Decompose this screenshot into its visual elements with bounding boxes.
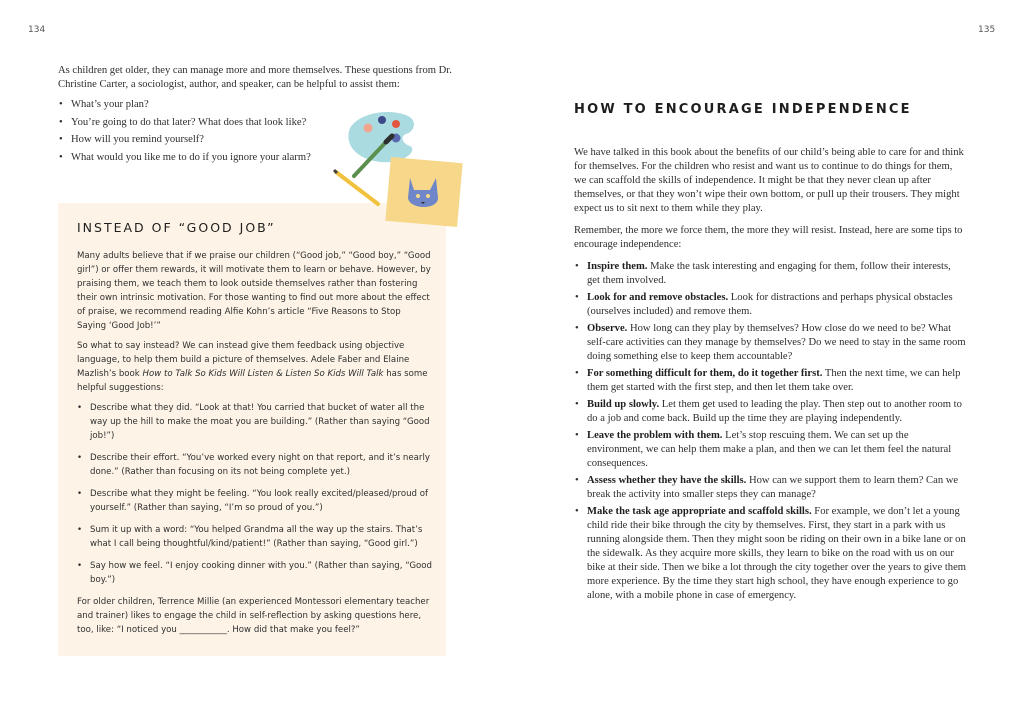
tip-text: Let’s stop rescuing them. We can set up the environment, we can help them make a plan, and then we can let them feel the natural consequences. bbox=[587, 430, 952, 469]
body-paragraph: Remember, the more we force them, the more they will resist. Instead, here are some tips to encourage independence: bbox=[574, 225, 963, 250]
sidebar-text: has some helpful suggestions: bbox=[77, 369, 428, 393]
tip-item bbox=[574, 367, 966, 395]
sidebar-paragraph bbox=[77, 339, 432, 395]
suggestion-item bbox=[77, 559, 432, 587]
suggestion-text: • Sum it up with a word: “You helped Grandma all the way up the stairs. That’s what I call being thoughtful/kind/patient!” (Rather than saying, “Good girl.”) bbox=[90, 525, 423, 549]
sidebar-paragraph: For older children, Terrence Millie (an experienced Montessori elementary teacher and trainer) likes to engage the child in self-reflection by asking questions here, too, like: “I noticed you ___________. How did that make you feel?” bbox=[77, 597, 430, 635]
book-title: How to Talk So Kids Will Listen & Listen So Kids Will Talk bbox=[142, 369, 384, 379]
tip-lead: Leave the problem with them. bbox=[587, 430, 723, 441]
tip-item bbox=[574, 474, 966, 502]
tips-list bbox=[574, 260, 966, 603]
tip-text: How can we support them to learn them? Can we break the activity into smaller steps they can manage? bbox=[587, 475, 959, 500]
tip-item bbox=[574, 398, 966, 426]
art-supplies-illustration bbox=[330, 108, 464, 230]
tip-text: How long can they play by themselves? How close do we need to be? What self-care activities can they manage by themselves? Do we need to stay in the same room doing something else to keep them accountable? bbox=[587, 323, 966, 362]
suggestion-item bbox=[77, 451, 432, 479]
tip-text: Make the task interesting and engaging for them, follow their interests, get them involved. bbox=[587, 261, 951, 286]
section-heading: HOW TO ENCOURAGE INDEPENDENCE bbox=[574, 102, 912, 117]
tip-text: Let them get used to leading the play. Then step out to another room to do a job and come back. Build up the time they are playing independently. bbox=[587, 399, 962, 424]
tip-lead: Observe. bbox=[587, 323, 628, 334]
page-number-right: 135 bbox=[978, 25, 996, 35]
tip-lead: For something difficult for them, do it together first. bbox=[587, 368, 823, 379]
tip-item bbox=[574, 291, 966, 319]
tip-lead: Look for and remove obstacles. bbox=[587, 292, 729, 303]
page-number-left: 134 bbox=[28, 25, 46, 35]
instead-of-good-job-sidebar bbox=[58, 203, 446, 656]
sidebar-text: So what to say instead? We can instead give them feedback using objective language, to help them build a picture of themselves. Adele Faber and Elaine Mazlish’s book bbox=[77, 341, 410, 379]
question-item: • How will you remind yourself? bbox=[58, 133, 453, 147]
right-body bbox=[574, 146, 966, 606]
question-item: • You’re going to do that later? What does that look like? bbox=[58, 116, 453, 130]
tip-text: For example, we don’t let a young child ride their bike through the city by themselves. First, they start in a park with us running alongside them. Then they might soon be riding on their own in a bike lane or on the sidewalk. As they acquire more skills, they learn to bike on the road with us on our bike at their side. Then we bike a lot through the city together over the years to give them more experience. By the time they start high school, they have enough experience to go alone, with a mobile phone in case of emergency. bbox=[587, 506, 967, 601]
tip-item bbox=[574, 429, 966, 471]
suggestion-item bbox=[77, 523, 432, 551]
sidebar-body bbox=[77, 249, 432, 643]
tip-text: Then the next time, we can help them get started with the first step, and then let them take over. bbox=[587, 368, 961, 393]
suggestion-text: • Describe what they did. “Look at that! You carried that bucket of water all the way up the hill to make the moat you are building.” (Rather than saying “Good job!”) bbox=[90, 403, 430, 441]
suggestion-list bbox=[77, 401, 432, 587]
tip-lead: Build up slowly. bbox=[587, 399, 660, 410]
question-item: • What would you like me to do if you ignore your alarm? bbox=[58, 151, 453, 165]
tip-item bbox=[574, 322, 966, 364]
body-paragraph: We have talked in this book about the benefits of our child’s being able to care for and think for themselves. For the children who resist and want us to continue to do things for them, we can scaffold the skills of independence. It might be that they never clean up after themselves, or that they won’t wipe their own bottom, or pull up their trousers. They might expect us to sit next to them while they play. bbox=[574, 147, 964, 214]
question-item: • What’s your plan? bbox=[58, 98, 453, 112]
suggestion-text: • Describe what they might be feeling. “You look really excited/pleased/proud of yourself.” (Rather than saying, “I’m so proud of you.”) bbox=[90, 489, 429, 513]
sidebar-title: INSTEAD OF “GOOD JOB” bbox=[77, 220, 276, 235]
suggestion-item bbox=[77, 401, 432, 443]
tip-lead: Make the task age appropriate and scaffold skills. bbox=[587, 506, 812, 517]
suggestion-text: • Say how we feel. “I enjoy cooking dinner with you.” (Rather than saying, “Good boy.”) bbox=[90, 561, 432, 585]
suggestion-text: • Describe their effort. “You’ve worked every night on that report, and it’s nearly done.” (Rather than focusing on its not being complete yet.) bbox=[90, 453, 430, 477]
tip-item bbox=[574, 260, 966, 288]
tip-text: Look for distractions and perhaps physical obstacles (ourselves included) and remove them. bbox=[587, 292, 953, 317]
tip-lead: Inspire them. bbox=[587, 261, 648, 272]
sidebar-paragraph: Many adults believe that if we praise our children (“Good job,” “Good boy,” “Good girl”) or offer them rewards, it will motivate them to learn or behave. However, by praising them, we teach them to look outside themselves rather than fostering their own intrinsic motivation. For those wanting to find out more about the effect of praise, we recommend reading Alfie Kohn’s article “Five Reasons to Stop Saying ‘Good Job!’” bbox=[77, 251, 431, 331]
intro-paragraph: As children get older, they can manage more and more themselves. These questions from Dr. Christine Carter, a sociologist, author, and speaker, can be helpful to assist them: bbox=[58, 65, 452, 90]
paint-palette-icon bbox=[348, 112, 414, 162]
cat-sticky-note-icon bbox=[385, 157, 462, 227]
tip-item bbox=[574, 505, 966, 603]
suggestion-item bbox=[77, 487, 432, 515]
tip-lead: Assess whether they have the skills. bbox=[587, 475, 747, 486]
